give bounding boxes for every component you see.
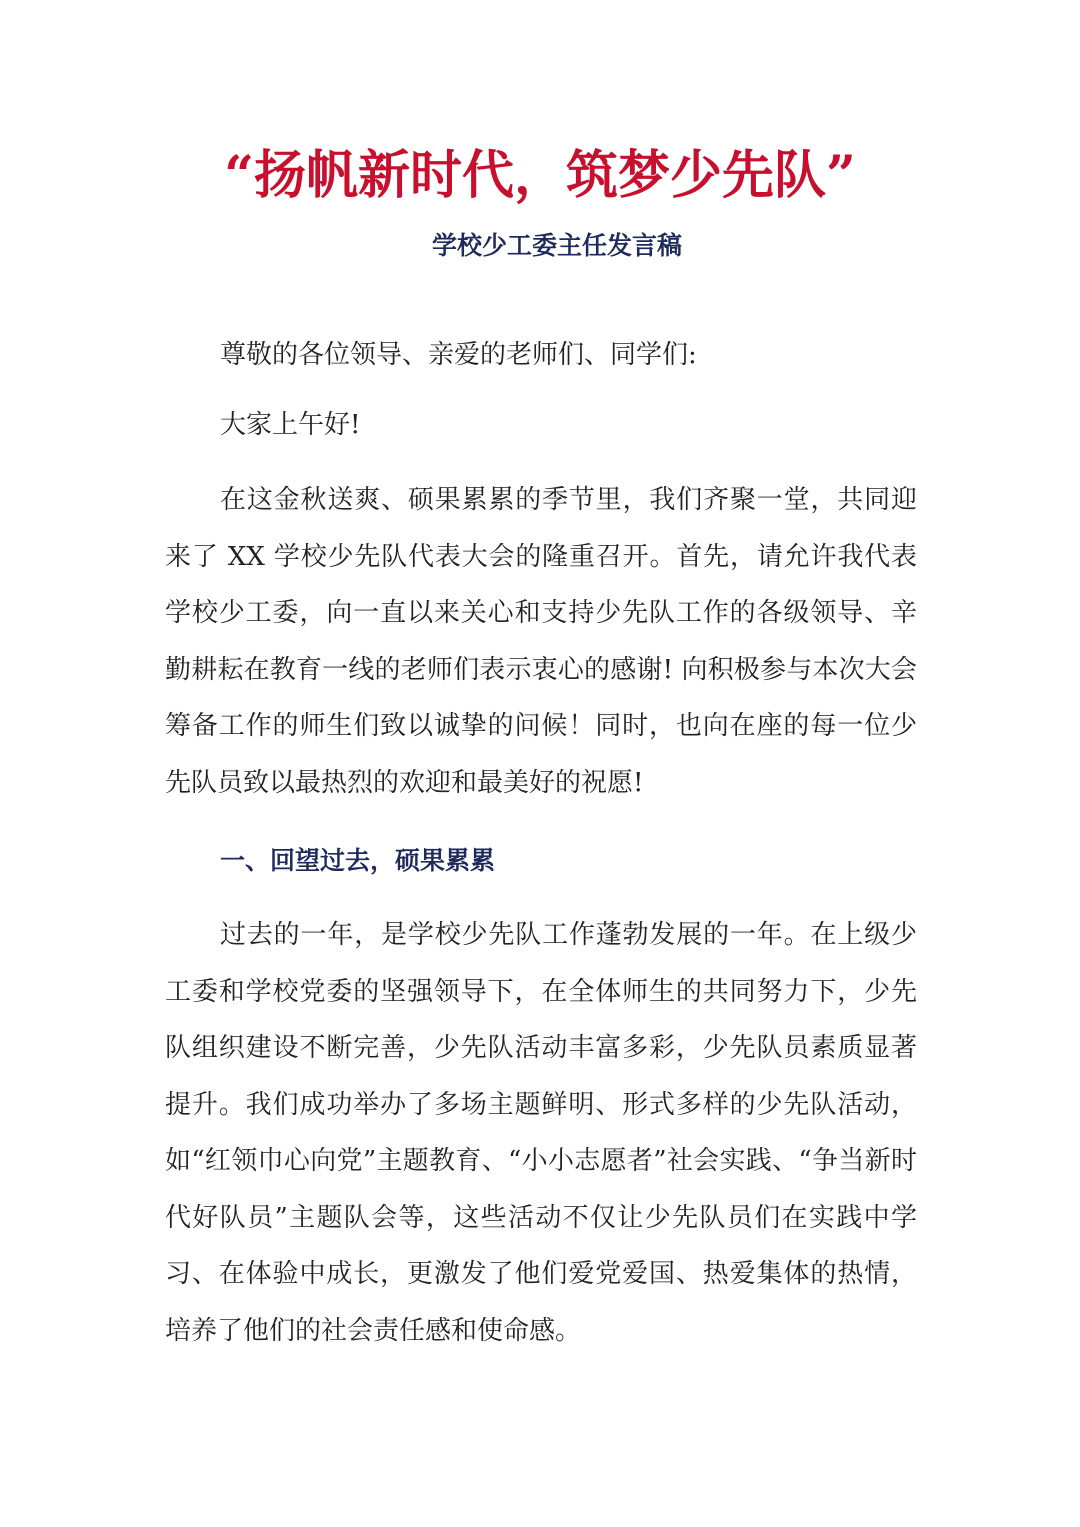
section-heading-1: 一、回望过去，硕果累累 — [220, 846, 496, 875]
greeting-line: 尊敬的各位领导、亲爱的老师们、同学们: — [220, 340, 697, 370]
paragraph-opening: 在这金秋送爽、硕果累累的季节里，我们齐聚一堂，共同迎来了 XX 学校少先队代表大会的隆重召开。首先，请允许我代表学校少工委，向一直以来关心和支持少先队工作的各级领导、辛勤耕耘在教育一线的老师们表示衷心的感谢! 向积极参与本次大会筹备工作的师生们致以诚挚的问候！同时，也向在座的每一位少先队员致以最热烈的欢迎和最美好的祝愿! — [165, 485, 917, 798]
document-title: “扬帆新时代，筑梦少先队” — [224, 145, 856, 206]
document-subtitle: 学校少工委主任发言稿 — [432, 231, 683, 260]
hello-line: 大家上午好! — [220, 410, 361, 440]
paragraph-review: 过去的一年，是学校少先队工作蓬勃发展的一年。在上级少工委和学校党委的坚强领导下，在全体师生的共同努力下，少先队组织建设不断完善，少先队活动丰富多彩，少先队员素质显著提升。我们成功举办了多场主题鲜明、形式多样的少先队活动，如“红领巾心向党”主题教育、“小小志愿者”社会实践、“争当新时代好队员”主题队会等，这些活动不仅让少先队员们在实践中学习、在体验中成长，更激发了他们爱党爱国、热爱集体的热情，培养了他们的社会责任感和使命感。 — [165, 920, 917, 1346]
